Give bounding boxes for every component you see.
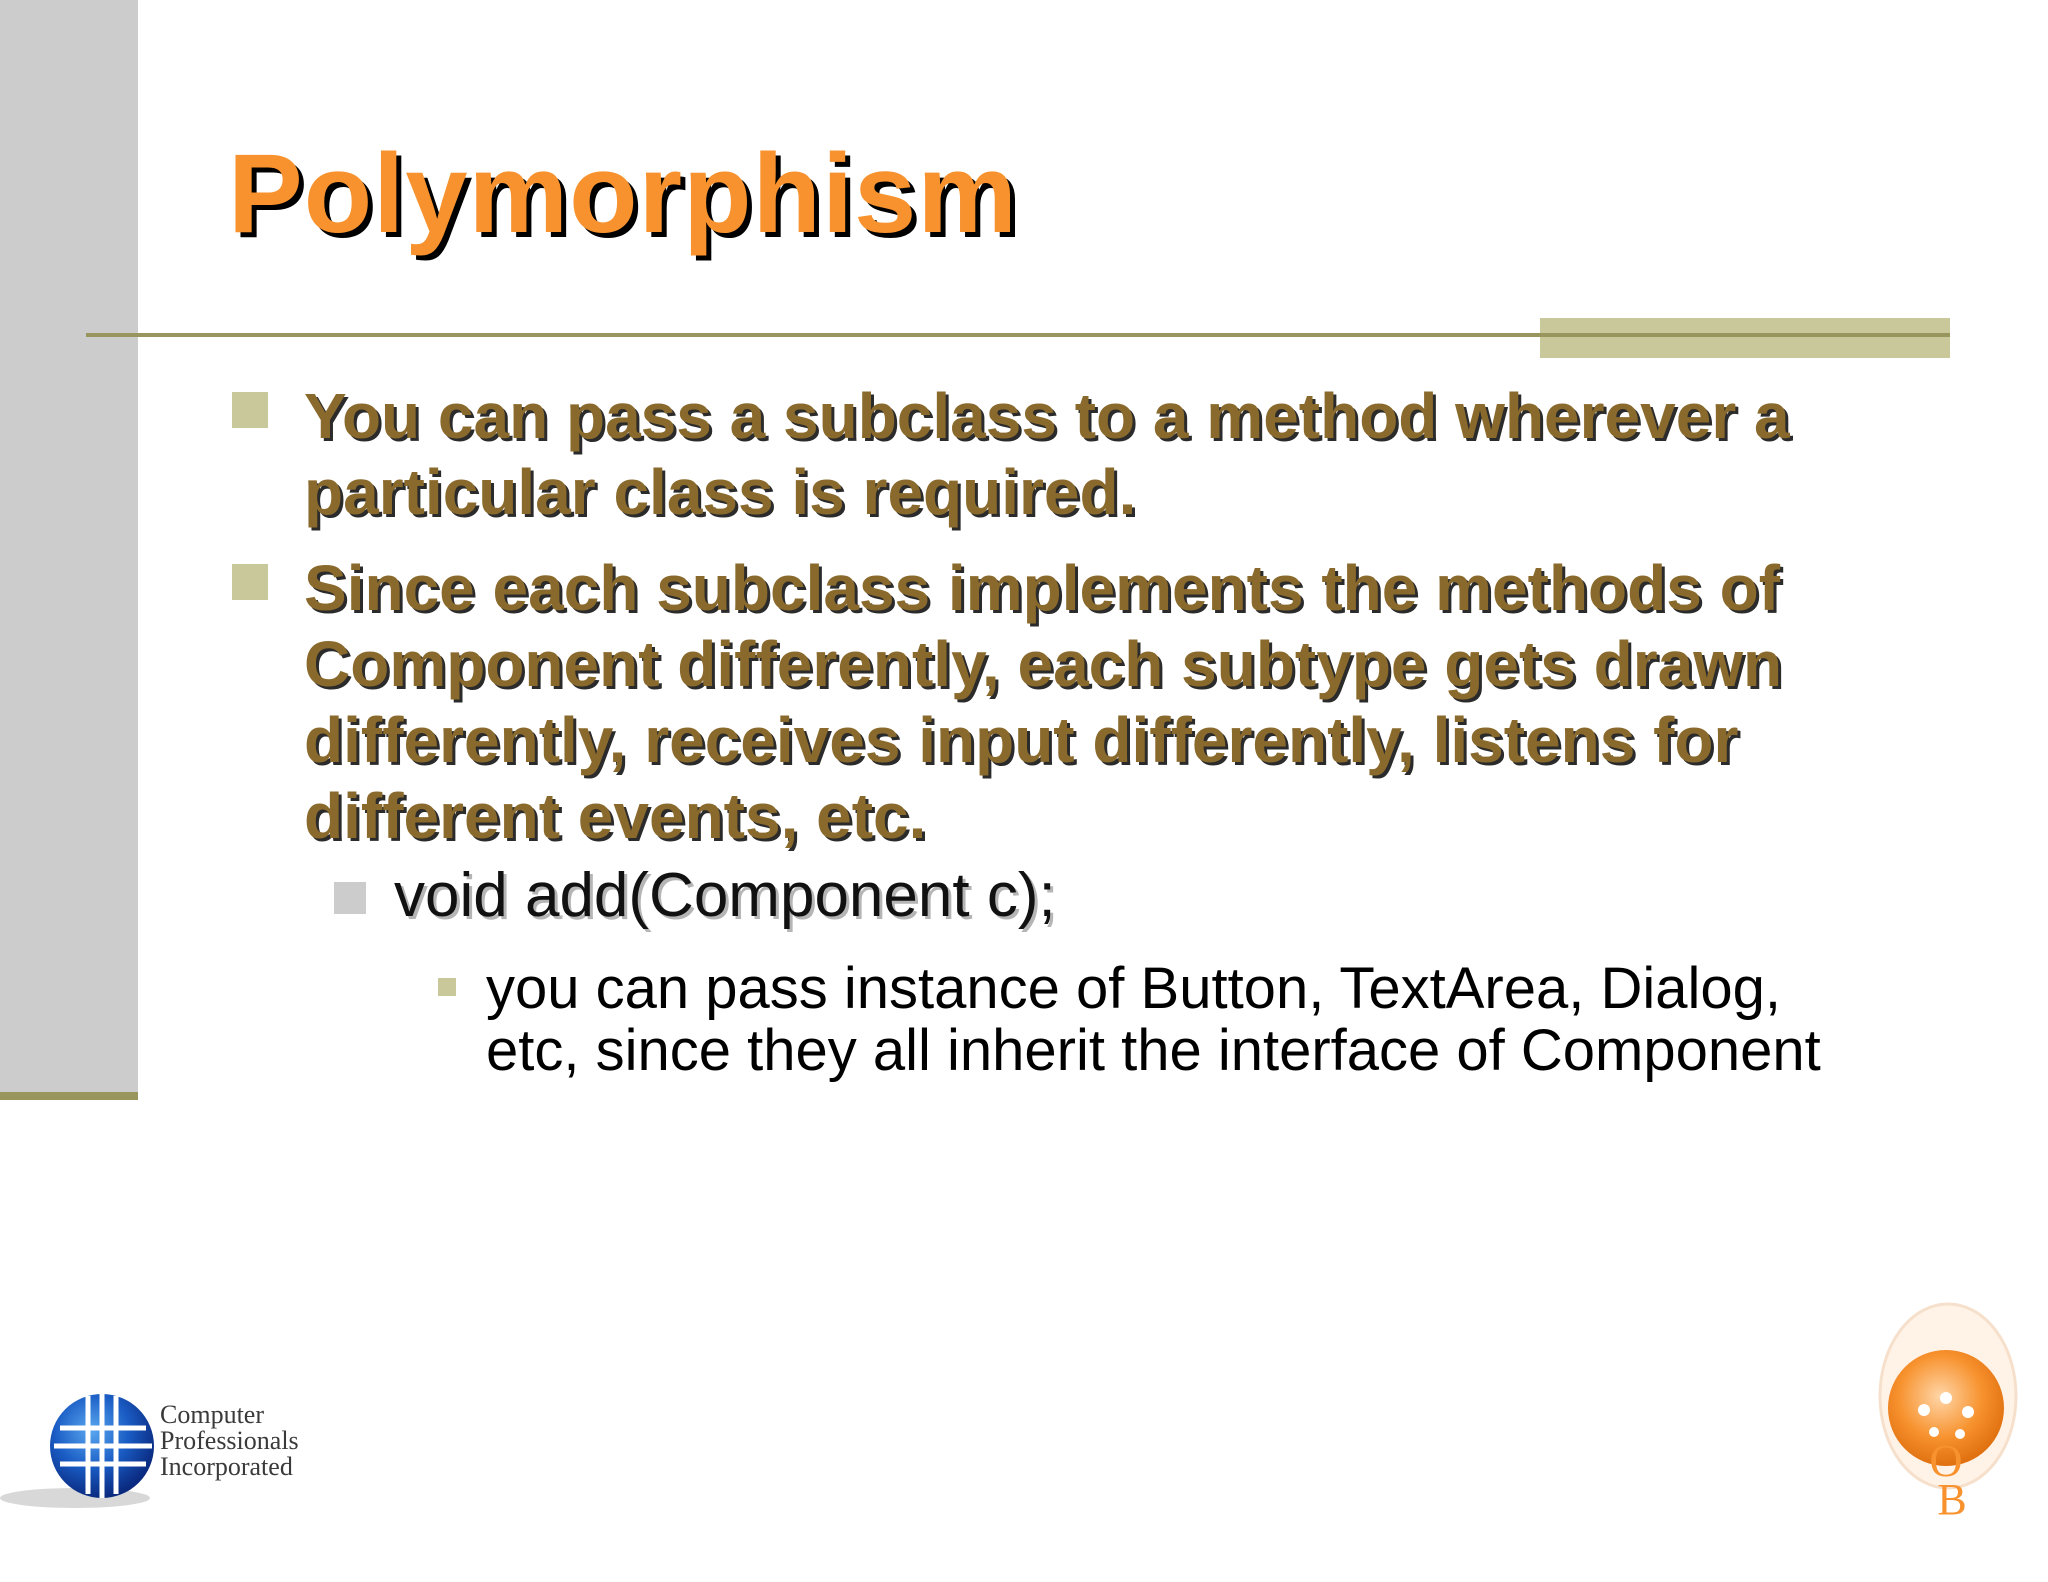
sub-sub-bullet-item	[438, 958, 1858, 1082]
bullet-item	[232, 550, 1952, 854]
svg-text:O: O	[1929, 1435, 1963, 1486]
bullet-text: Since each subclass implements the methods of Component differently, each subtype gets drawn differently, receives input differently, listens for different events, etc.	[304, 552, 1783, 852]
square-bullet-icon	[438, 978, 456, 996]
bullet-item	[232, 378, 1952, 530]
square-bullet-icon	[334, 882, 366, 914]
slide-title: Polymorphism	[228, 131, 1018, 256]
square-bullet-icon	[232, 564, 268, 600]
sub-bullet-item	[334, 858, 1934, 934]
square-bullet-icon	[232, 392, 268, 428]
sub-sub-bullet-text: you can pass instance of Button, TextArea, Dialog, etc, since they all inherit the interface of Component	[486, 956, 1821, 1083]
bullet-text: You can pass a subclass to a method wherever a particular class is required.	[304, 380, 1790, 528]
company-logo-text: Computer Professionals Incorporated	[160, 1400, 299, 1481]
sub-bullet-text: void add(Component c);	[394, 861, 1056, 930]
svg-text:B: B	[1937, 1475, 1967, 1524]
ob-logo-icon	[1872, 1300, 2022, 1530]
